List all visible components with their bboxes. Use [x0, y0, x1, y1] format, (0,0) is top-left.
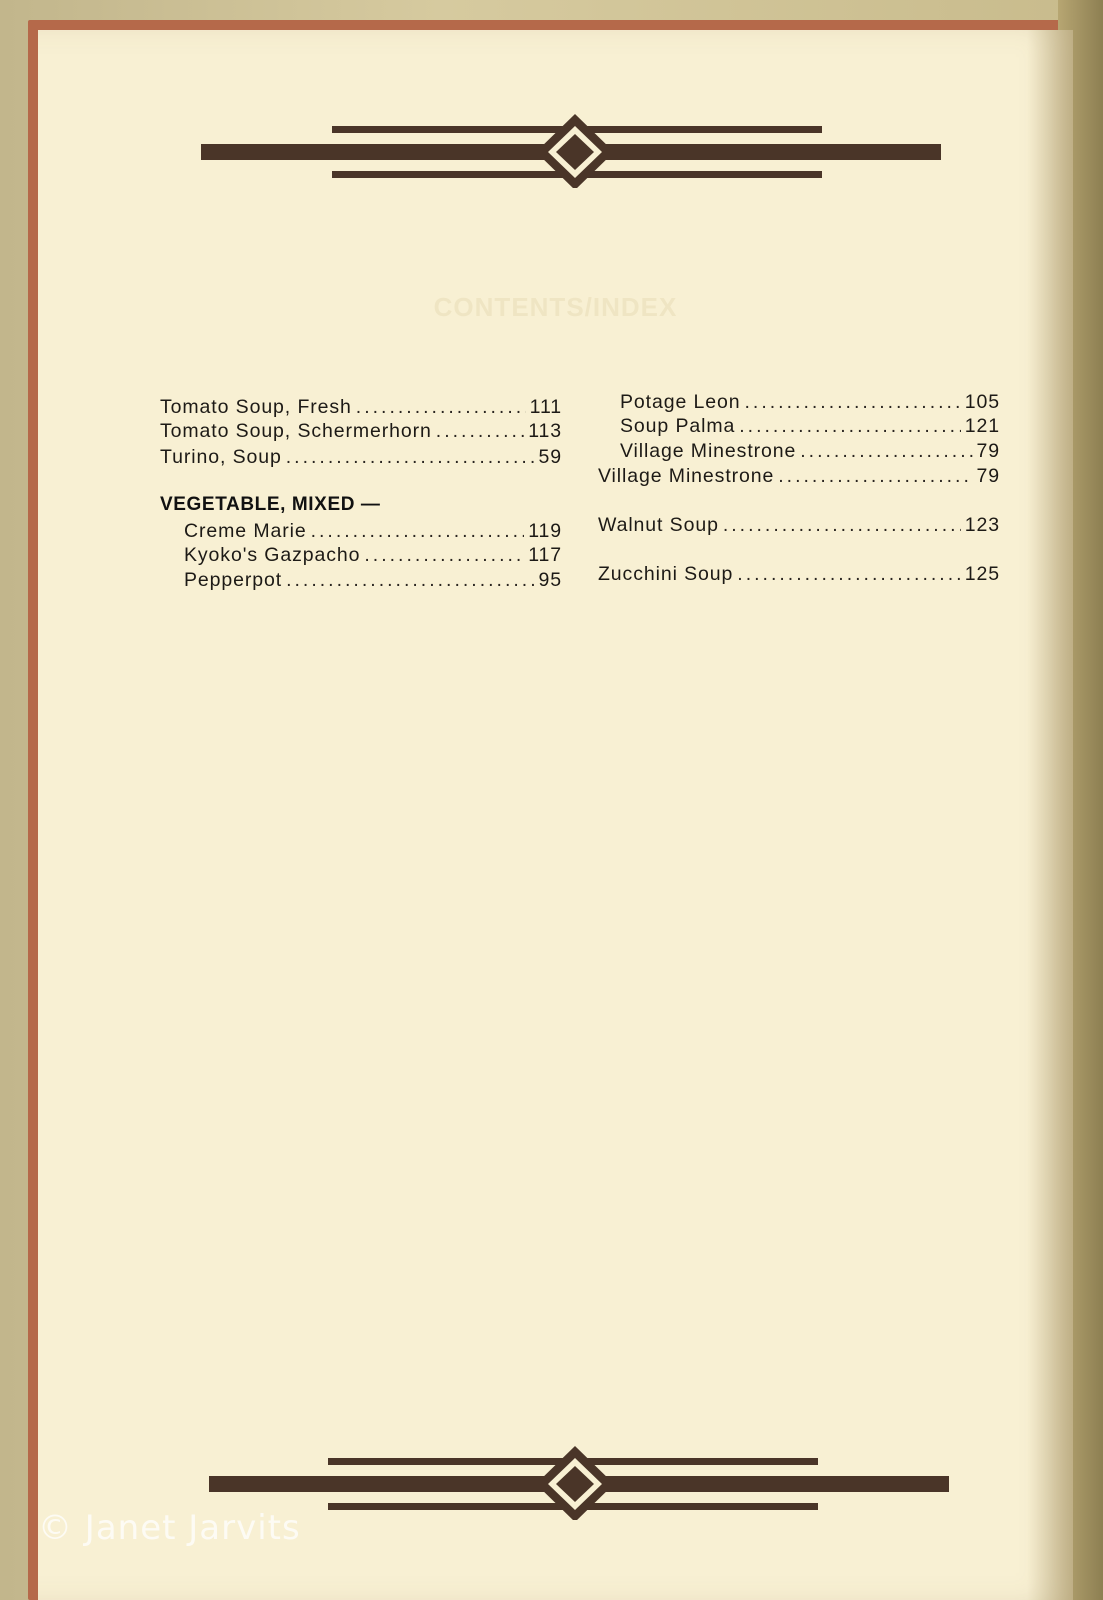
index-entry: [160, 420, 562, 443]
leader-dots: [737, 563, 960, 586]
leader-dots: [778, 465, 972, 488]
entry-name: Zucchini Soup: [598, 563, 734, 585]
index-entry: [160, 446, 562, 469]
leader-dots: [723, 514, 961, 537]
entry-name: Creme Marie: [184, 520, 307, 542]
leader-dots: [745, 391, 961, 414]
leader-dots: [800, 440, 972, 463]
entry-page: 125: [964, 563, 1000, 585]
entry-name: Soup Palma: [620, 415, 736, 437]
entry-name: Village Minestrone: [598, 465, 775, 487]
entry-page: 95: [538, 569, 562, 591]
entry-page: 119: [528, 520, 562, 542]
entry-page: 123: [964, 514, 1000, 536]
entry-page: 59: [538, 446, 562, 468]
top-ornament: [0, 108, 1103, 188]
index-entry: [184, 544, 562, 567]
copyright-watermark: © Janet Jarvits: [38, 1508, 301, 1548]
entry-page: 105: [964, 391, 1000, 413]
entry-page: 79: [976, 440, 1000, 462]
index-entry: [598, 465, 1000, 488]
entry-page: 117: [528, 544, 562, 566]
entry-name: Tomato Soup, Schermerhorn: [160, 420, 432, 442]
page-title: CONTENTS/INDEX: [433, 292, 678, 322]
leader-dots: [364, 544, 524, 567]
entry-name: Walnut Soup: [598, 514, 719, 536]
index-entry: [620, 440, 1000, 463]
entry-page: 113: [528, 420, 562, 442]
entry-name: Kyoko's Gazpacho: [184, 544, 361, 566]
entry-name: Village Minestrone: [620, 440, 797, 462]
index-entry: [620, 415, 1000, 438]
leader-dots: [311, 520, 525, 543]
leader-dots: [739, 415, 961, 438]
leader-dots: [356, 396, 526, 419]
entry-page: 121: [964, 415, 1000, 437]
entry-page: 79: [976, 465, 1000, 487]
index-entry: [598, 563, 1000, 586]
index-entry: [184, 569, 562, 592]
entry-name: Tomato Soup, Fresh: [160, 396, 352, 418]
index-entry: [160, 396, 562, 419]
section-heading: VEGETABLE, MIXED —: [160, 494, 381, 515]
entry-page: 111: [529, 396, 562, 418]
leader-dots: [286, 569, 534, 592]
page-gutter-shadow: [1027, 30, 1073, 1600]
leader-dots: [286, 446, 535, 469]
leader-dots: [436, 420, 524, 443]
index-entry: [620, 391, 1000, 414]
entry-name: Turino, Soup: [160, 446, 282, 468]
entry-name: Potage Leon: [620, 391, 741, 413]
index-entry: [598, 514, 1000, 537]
index-entry: [184, 520, 562, 543]
entry-name: Pepperpot: [184, 569, 283, 591]
book-page: [38, 30, 1073, 1600]
